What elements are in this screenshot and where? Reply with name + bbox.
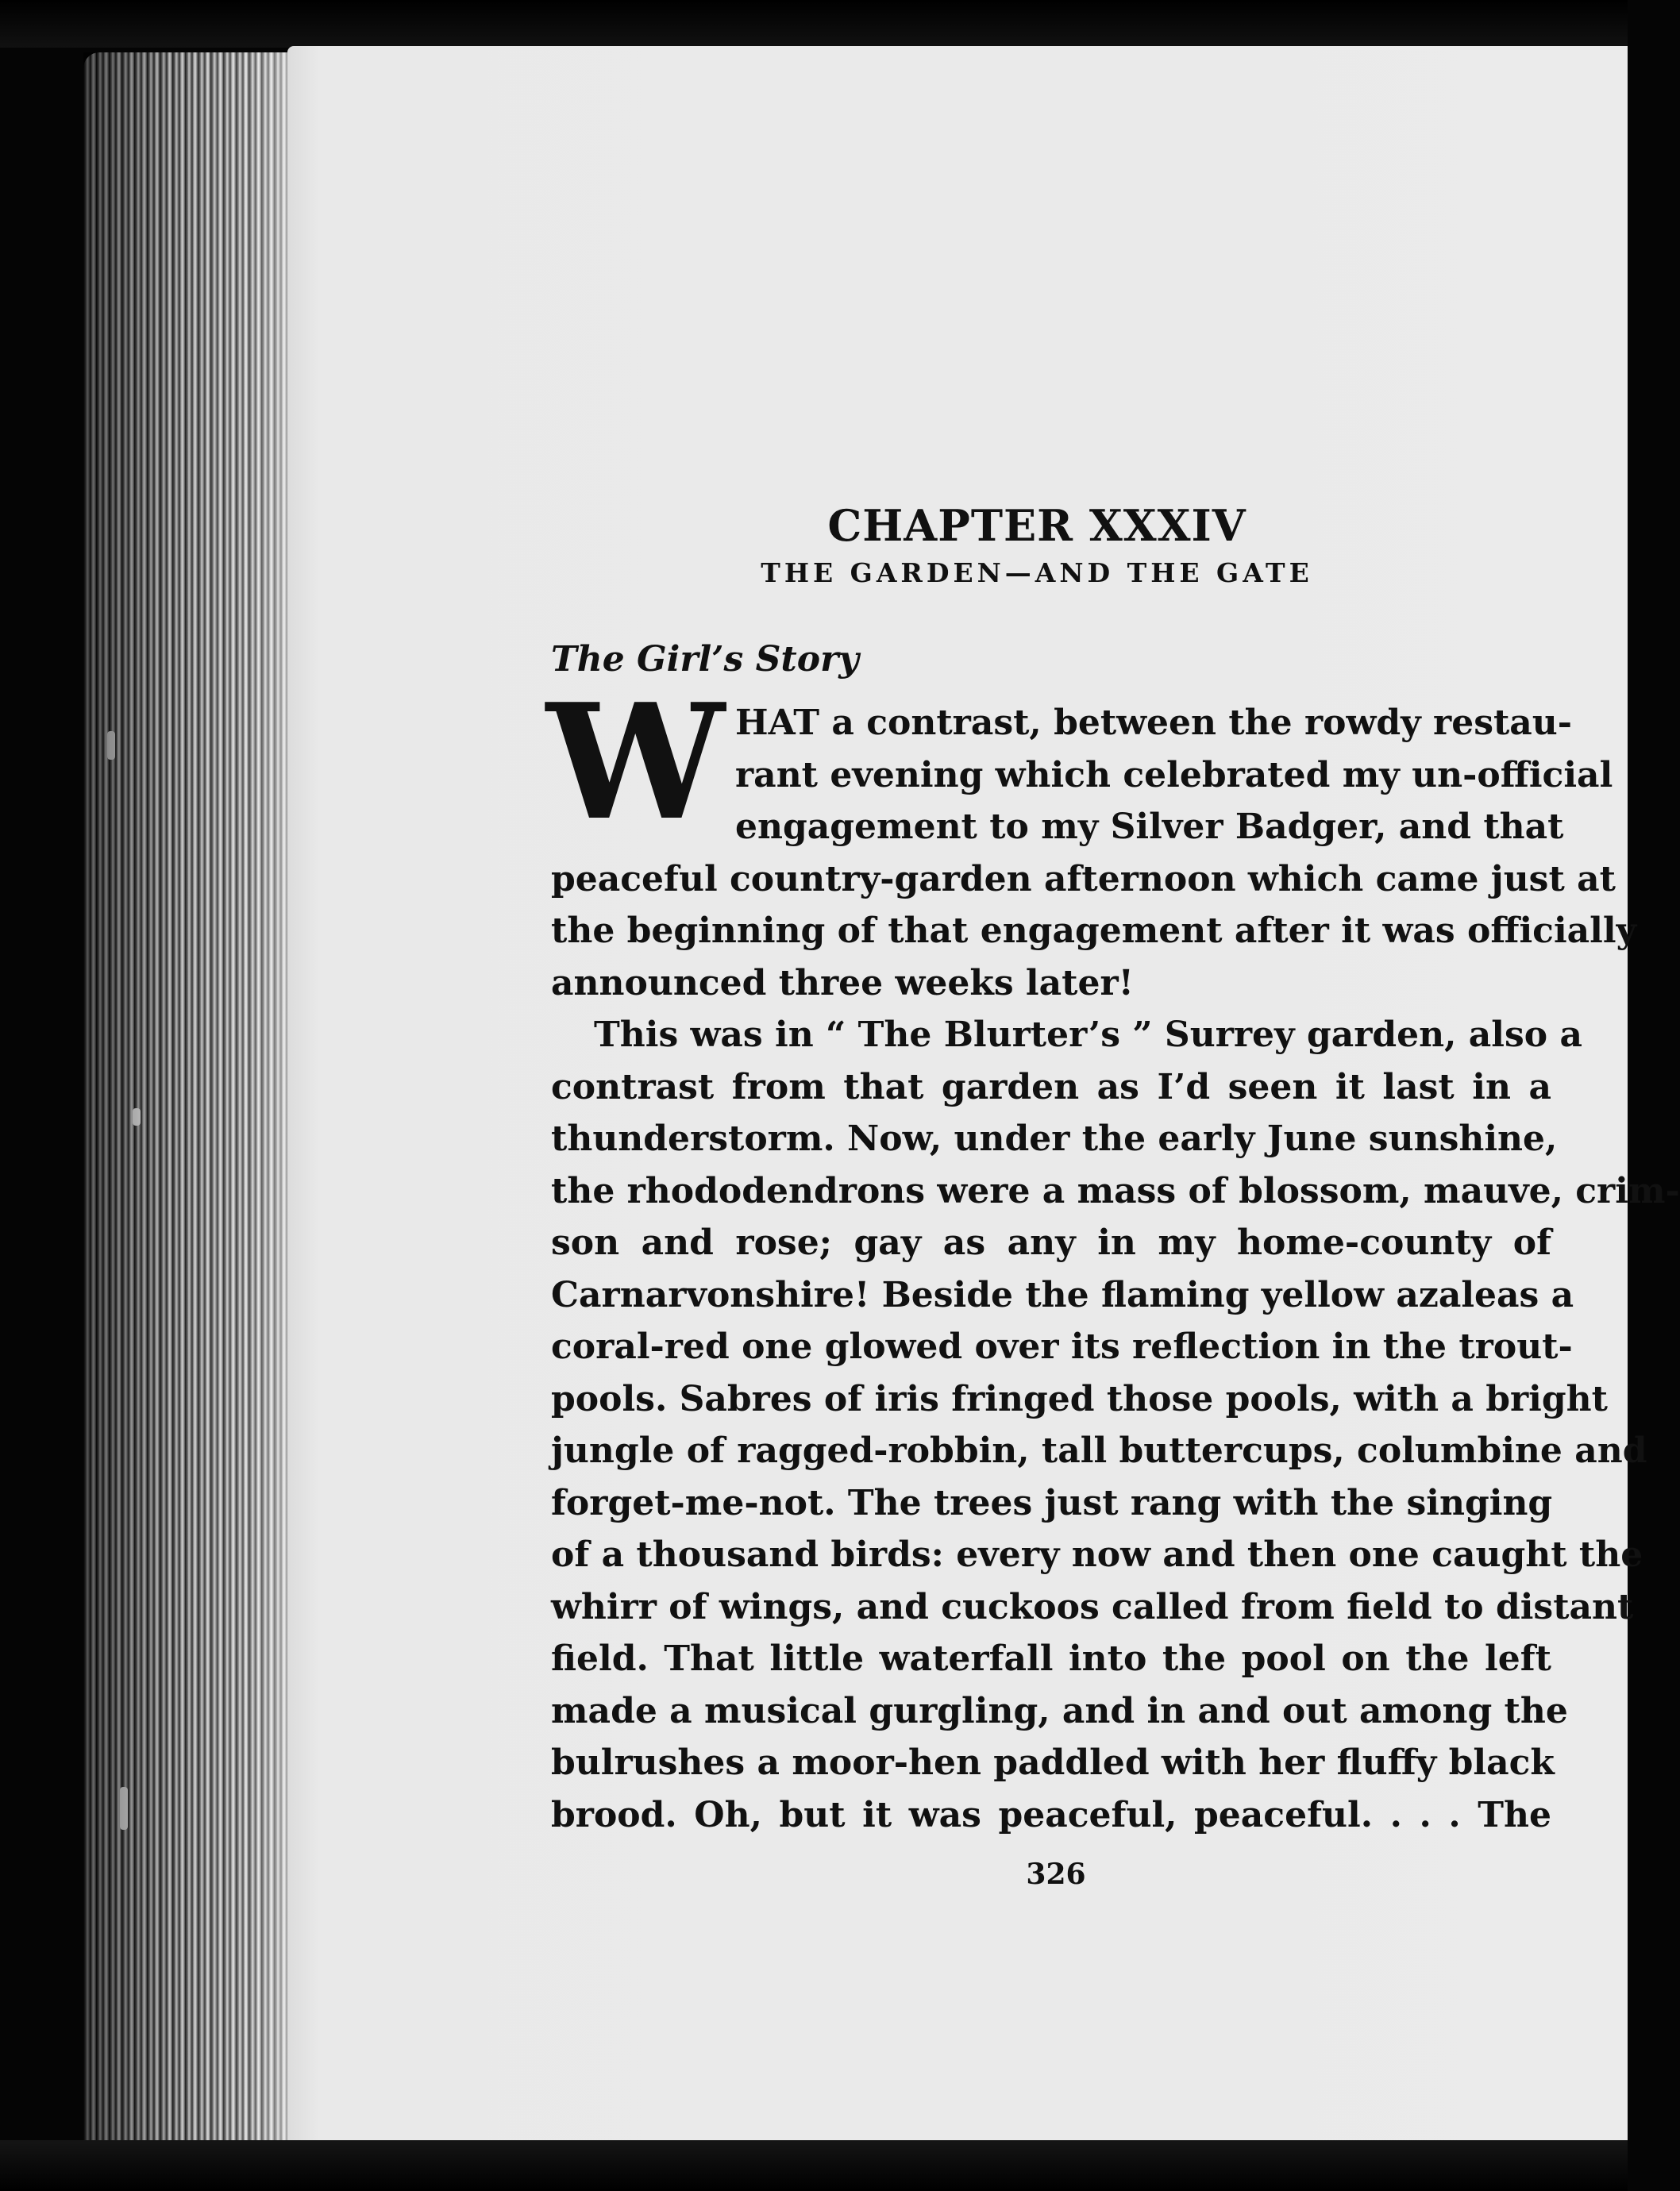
text-line: thunderstorm. Now, under the early June sunshine, <box>551 1119 1558 1159</box>
drop-cap: W <box>546 669 725 856</box>
scan-bottom-shadow <box>0 2140 1628 2191</box>
text-line: of a thousand birds: every now and then one caught the <box>551 1534 1643 1575</box>
section-heading: The Girl’s Story <box>551 639 859 680</box>
text-line: son and rose; gay as any in my home-county of <box>551 1223 1551 1263</box>
text-line: This was in “ The Blurter’s ” Surrey garden, also a <box>594 1015 1582 1055</box>
edge-mark <box>133 1108 141 1126</box>
text-line: engagement to my Silver Badger, and that <box>735 807 1564 847</box>
scan-top-shadow <box>0 0 1628 48</box>
edge-mark <box>107 731 115 760</box>
edge-mark <box>120 1787 128 1830</box>
text-line: rant evening which celebrated my un-official <box>735 754 1613 795</box>
chapter-title: CHAPTER XXXIV <box>827 500 1247 551</box>
text-line: whirr of wings, and cuckoos called from field to distant <box>551 1586 1634 1627</box>
text-line: peaceful country-garden afternoon which came just at <box>551 858 1616 899</box>
text-line: field. That little waterfall into the pool on the left <box>551 1638 1551 1679</box>
text-line: brood. Oh, but it was peaceful, peaceful. . . . The <box>551 1794 1551 1835</box>
text-line: contrast from that garden as I’d seen it last in a <box>551 1066 1551 1107</box>
body-text <box>546 669 1680 1841</box>
text-line: bulrushes a moor-hen paddled with her fluffy black <box>551 1742 1555 1783</box>
text-line: announced three weeks later! <box>551 962 1134 1003</box>
book-page-edges <box>83 52 294 2148</box>
text-line: the beginning of that engagement after it was officially <box>551 911 1637 951</box>
text-line: HAT a contrast, between the rowdy restau- <box>735 703 1573 743</box>
text-line: jungle of ragged-robbin, tall buttercups, columbine and <box>551 1431 1647 1471</box>
text-line: Carnarvonshire! Beside the flaming yellow azaleas a <box>551 1274 1574 1315</box>
text-line: pools. Sabres of iris fringed those pools, with a bright <box>551 1378 1608 1419</box>
text-line: made a musical gurgling, and in and out among the <box>551 1690 1568 1731</box>
page-number: 326 <box>1026 1858 1086 1891</box>
chapter-subtitle: THE GARDEN—AND THE GATE <box>761 557 1313 588</box>
text-line: the rhododendrons were a mass of blossom, mauve, crim- <box>551 1170 1680 1211</box>
text-line: forget-me-not. The trees just rang with the singing <box>551 1482 1553 1523</box>
text-line: coral-red one glowed over its reflection in the trout- <box>551 1327 1573 1367</box>
